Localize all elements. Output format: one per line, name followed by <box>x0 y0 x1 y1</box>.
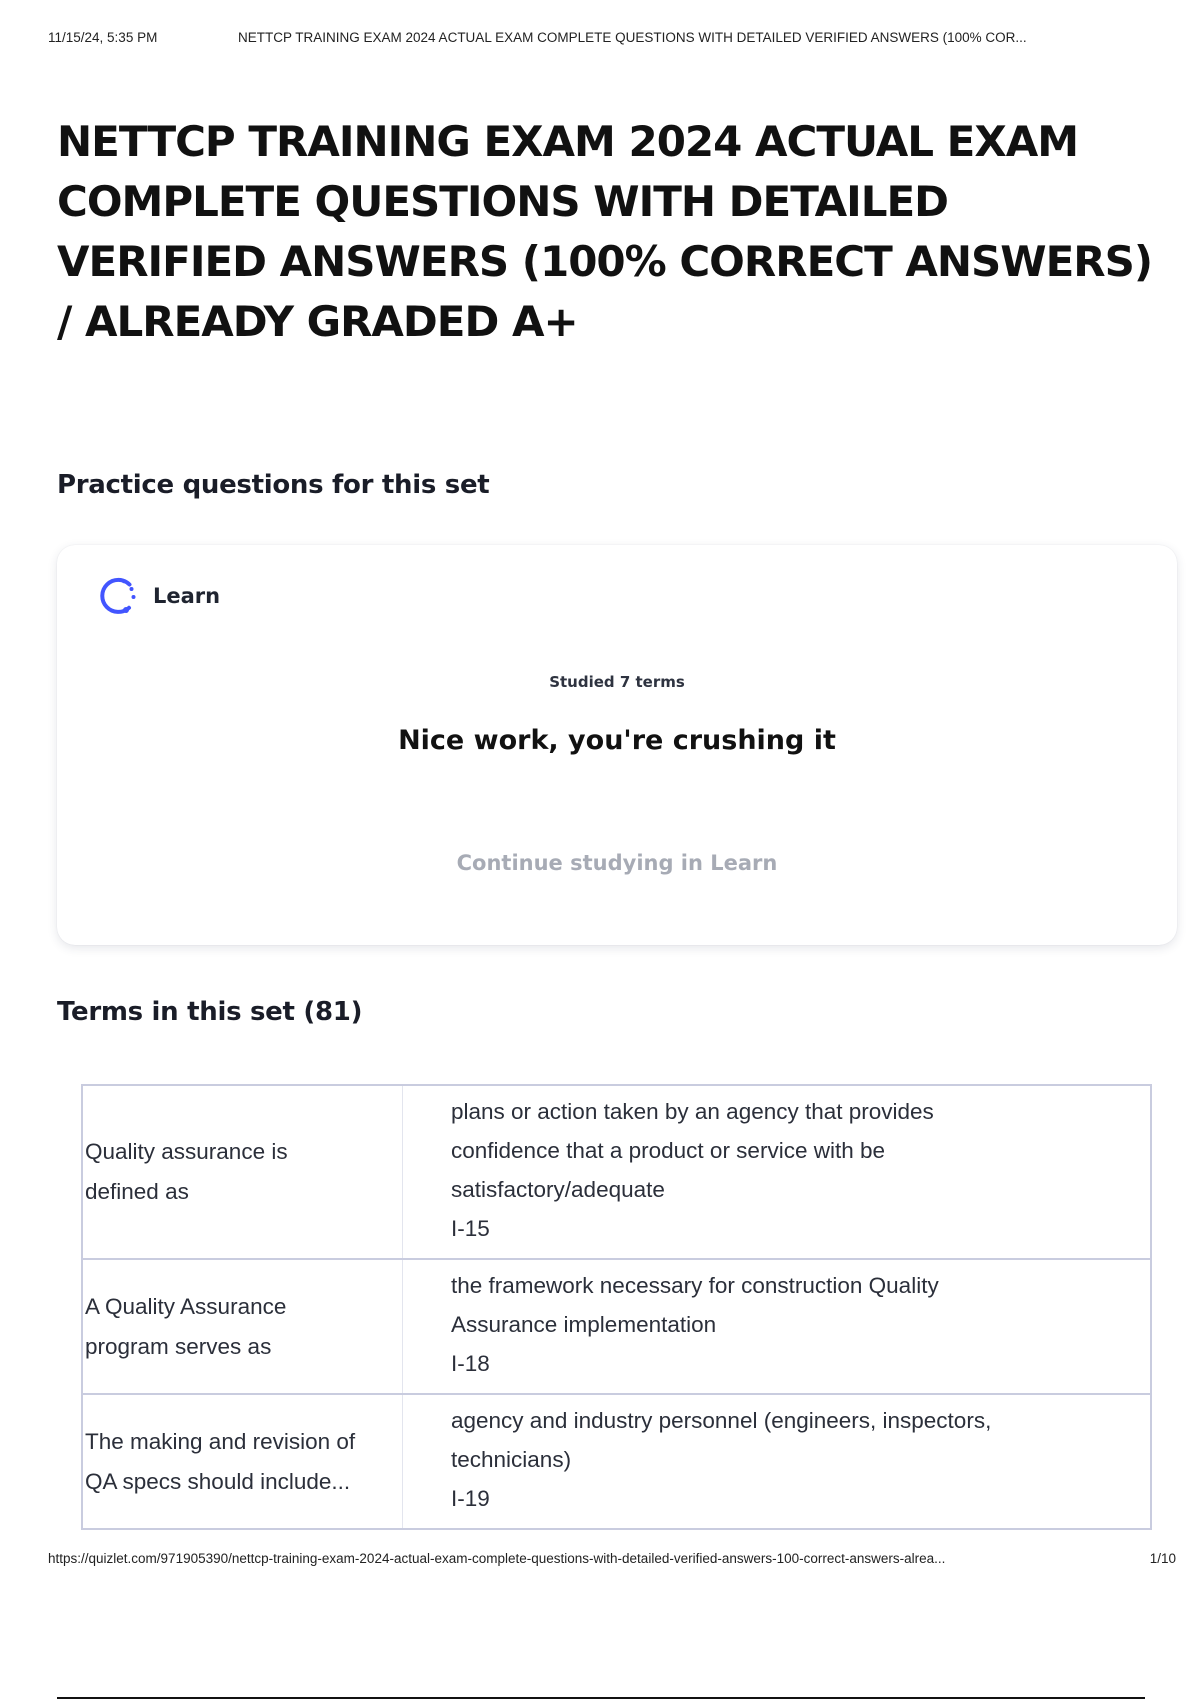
print-datetime: 11/15/24, 5:35 PM <box>48 30 158 45</box>
definition-reference: I-18 <box>451 1351 490 1376</box>
title-line: NETTCP TRAINING EXAM 2024 ACTUAL EXAM <box>57 117 1079 166</box>
definition-line: plans or action taken by an agency that provides <box>451 1099 934 1124</box>
definition-text <box>403 1086 1150 1258</box>
learn-label: Learn <box>153 584 221 608</box>
terms-list <box>81 1086 1152 1530</box>
document-title <box>57 112 1177 352</box>
learn-progress-icon <box>95 573 141 619</box>
continue-learn-button[interactable]: Continue studying in Learn <box>456 851 778 875</box>
term-text <box>83 1260 403 1393</box>
title-line: / ALREADY GRADED A+ <box>57 297 578 346</box>
term-line: Quality assurance is <box>85 1139 288 1164</box>
definition-line: Assurance implementation <box>451 1312 717 1337</box>
definition-line: technicians) <box>451 1447 572 1472</box>
term-line: defined as <box>85 1179 189 1204</box>
term-row[interactable] <box>81 1258 1152 1395</box>
term-text <box>83 1086 403 1258</box>
definition-line: satisfactory/adequate <box>451 1177 665 1202</box>
practice-heading: Practice questions for this set <box>57 470 490 500</box>
title-line: COMPLETE QUESTIONS WITH DETAILED <box>57 177 949 226</box>
page-number: 1/10 <box>1149 1551 1176 1566</box>
definition-text <box>403 1395 1150 1528</box>
studied-count: Studied 7 terms <box>549 673 685 691</box>
progress-message: Nice work, you're crushing it <box>398 725 836 756</box>
print-url: https://quizlet.com/971905390/nettcp-training-exam-2024-actual-exam-complete-questions-with-detailed-verified-answers-100-correct-answers-alrea... <box>48 1551 946 1566</box>
term-line: The making and revision of <box>85 1428 356 1454</box>
definition-line: agency and industry personnel (engineers, inspectors, <box>451 1408 992 1433</box>
title-line: VERIFIED ANSWERS (100% CORRECT ANSWERS) <box>57 237 1153 286</box>
learn-mode[interactable] <box>95 573 220 619</box>
definition-text <box>403 1260 1150 1393</box>
definition-line: confidence that a product or service with be <box>451 1138 885 1163</box>
definition-line: the framework necessary for construction Quality <box>451 1273 939 1298</box>
print-page-title: NETTCP TRAINING EXAM 2024 ACTUAL EXAM COMPLETE QUESTIONS WITH DETAILED VERIFIED ANSWERS (100% COR... <box>238 30 1027 45</box>
term-line: program serves as <box>85 1333 272 1359</box>
term-line: A Quality Assurance <box>85 1293 287 1319</box>
practice-card <box>57 545 1177 945</box>
term-row[interactable] <box>81 1393 1152 1530</box>
divider <box>57 1697 1145 1699</box>
terms-heading: Terms in this set (81) <box>57 997 363 1027</box>
definition-reference: I-15 <box>451 1216 490 1241</box>
term-line: QA specs should include... <box>85 1468 351 1494</box>
term-text <box>83 1395 403 1528</box>
definition-reference: I-19 <box>451 1486 490 1511</box>
term-row[interactable] <box>81 1084 1152 1260</box>
